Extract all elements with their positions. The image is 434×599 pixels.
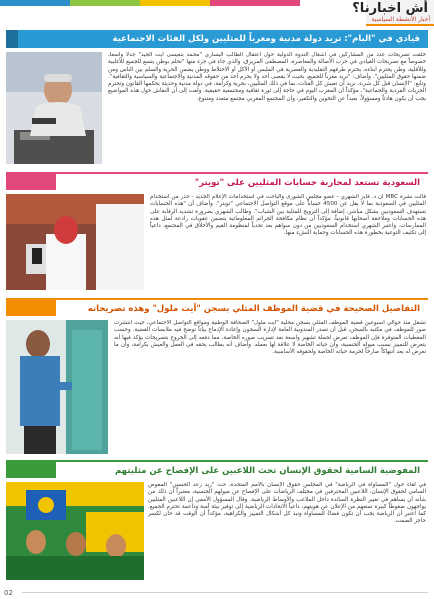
article-1-body: خلقت تصريحات عدد من المشاركين في أشغال الندوة الدولية حول اعتقال الطالب اليساري "محمد بنعيسى أيت الجيد" جدلاً واسعاً، خصوصاً مع تصريحات القيادي في حزب الأصالة والمعاصرة، المصطفى المريزق، والذي جاء في جزء منها "نحلم بوطن يتسع للجميع للأغلبية وللأقلية، وطن يحترم أبناءه، يحترم طرقهم التقليدية والعصرية في الملبس أو الأكل أو الاختلاط ووطن يضمن الحرية والسلم بين الناس ومن ضمنها حقوق المثليين". وأضاف: "نريد مغرباً للجميع، بحيث لا يقصى أحد ولا يحرم أحد من حقوقه المدنية والاجتماعية والسياسية والثقافية". وتابع: "الإنسان قبل كل شيء، نريد أن تعيش كل الفئات، بما في ذلك المثليين، بحرية وكرامة، في دولة مدنية وحديثة يحكمها القانون وتحترم الحريات الفردية والجماعية"، مؤكداً أن المغرب اليوم في حاجة إلى ثورة ثقافية ومجتمعية حقيقية. ولفت إلى أن النقاش حول هذه المواضيع يجب أن يكون هادئاً ومسؤولاً، بعيداً عن التخوين والتكفير، وأن المجتمع المغربي مجتمع متعدد ومتنوع. bbox=[108, 52, 426, 102]
article-3 bbox=[6, 298, 428, 458]
article-3-body: تشغل منذ حوالي أسبوعين قضية الموظف المثلي بسجن محلية "أيت ملول" الصحافة الوطنية ومواقع التواصل الاجتماعي، حيث انتشرت صور للموظف في مكتبه بالسجن، قبل أن تصدر المندوبية العامة لإدارة السجون وإعادة الإدماج بياناً توضح فيه ملابسات القضية. وحسب المعطيات المتوفرة فإن الموظف تعرض لحملة تشهير واسعة بعد تسريب صوره الخاصة، مما دفعه إلى الخروج بتصريحات يؤكد فيها أنه يتعرض للتمييز بسبب ميوله الجنسية، وأن حياته الخاصة لا علاقة لها بعمله. وأضاف أنه يطالب بحقه في العمل والعيش بكرامة، وأن ما تعرض له يعد انتهاكاً صارخاً لحرمة حياته الخاصة ولحقوقه الأساسية. bbox=[114, 320, 426, 356]
header-subtitle: أخبار الأنشطة السياسية bbox=[371, 16, 430, 23]
page-number: 02 bbox=[4, 589, 13, 597]
prison-guard-photo bbox=[6, 320, 108, 454]
article-3-photo bbox=[6, 320, 108, 454]
article-2-title-bar bbox=[6, 172, 428, 190]
article-4-title-accent bbox=[6, 460, 56, 478]
header-title-box bbox=[352, 0, 434, 26]
article-4-title: المفوضية السامية لحقوق الإنسان تحث اللاعبين على الإفصاح عن مثليتهم bbox=[115, 466, 420, 476]
football-fans-photo bbox=[6, 482, 144, 580]
article-1-photo bbox=[6, 52, 102, 164]
article-3-title: التفاصيل الصحيحة في قضية الموظف المثلي بسجن "أيت ملول" وهذه تصريحاته bbox=[87, 304, 420, 314]
article-4-photo bbox=[6, 482, 144, 580]
article-2 bbox=[6, 172, 428, 294]
article-3-title-bar bbox=[6, 298, 428, 316]
article-4-title-bar bbox=[6, 460, 428, 478]
page-header bbox=[0, 0, 434, 26]
speaker-photo bbox=[6, 52, 102, 164]
article-2-title-accent bbox=[6, 172, 56, 190]
article-1 bbox=[6, 30, 428, 168]
article-2-photo bbox=[6, 194, 144, 290]
article-1-title: قيادي في "البام": تريد دولة مدنية ومغرباً للمثليين ولكل الفئات الاجتماعية bbox=[112, 34, 420, 44]
article-4-body: في لقاء حول "المساواة في الرياضة" في المجلس حقوق الإنسان بالأمم المتحدة، حث "زيد رعد الحسين" المفوض السامي لحقوق الإنسان، اللاعبين المحترفين في مختلف الرياضات على الإفصاح عن ميولهم الجنسية، معتبراً أن ذلك من شأنه أن يساهم في تغيير النظرة السائدة داخل الملاعب والأوساط الرياضية. وقال المسؤول الأممي إن اللاعبين المثليين يواجهون ضغوطاً كبيرة تمنعهم من الإعلان عن هويتهم، داعياً الاتحادات الرياضية إلى توفير بيئة آمنة وداعمة تحترم الجميع. كما اعتبر أن الرياضة يجب أن تكون فضاءً للمساواة ونبذ كل أشكال التمييز والكراهية، مؤكداً أن الوقت قد حان لكسر حاجز الصمت. bbox=[148, 482, 426, 525]
article-2-title: السعودية تستعد لمحاربة حسابات المثليين على "تويتر" bbox=[194, 178, 420, 188]
article-2-body: قالت نشرة MBC أن د. فايز الشهري - عضو مجلس الشورى والباحث في استخدامات الإعلام الجديد - حذر من استخدام المثليين في السعودية بما لا يقل عن 4500 حساباً على موقع التواصل الاجتماعي "تويتر". وأضاف أن "هذه الحسابات تستهدف السعوديين بشكل مباشر، إضافة إلى الترويج للمثلية بين الشباب". وطالب الشهري بضرورة تشديد الرقابة على هذه الحسابات وملاحقة أصحابها قانونياً، مؤكداً أن نظام مكافحة الجرائم المعلوماتية يتضمن عقوبات رادعة لمثل هذه الممارسات. واعتبر الشهري استخدام السعوديين من دون سواهم يعد تحدياً لمنظومة القيم والأخلاق في المجتمع، داعياً إلى تكثيف التوعية بخطورة هذه الحسابات وحماية النشء منها. bbox=[150, 194, 426, 237]
article-1-title-accent bbox=[6, 30, 18, 48]
article-4 bbox=[6, 460, 428, 584]
header-decoration bbox=[0, 0, 300, 26]
article-3-title-accent bbox=[6, 298, 56, 316]
page-footer bbox=[0, 585, 434, 599]
phone-user-photo bbox=[6, 194, 144, 290]
footer-divider bbox=[22, 592, 428, 593]
article-1-title-bar bbox=[6, 30, 428, 48]
header-title: أش اخبارنا؟ bbox=[352, 1, 428, 16]
